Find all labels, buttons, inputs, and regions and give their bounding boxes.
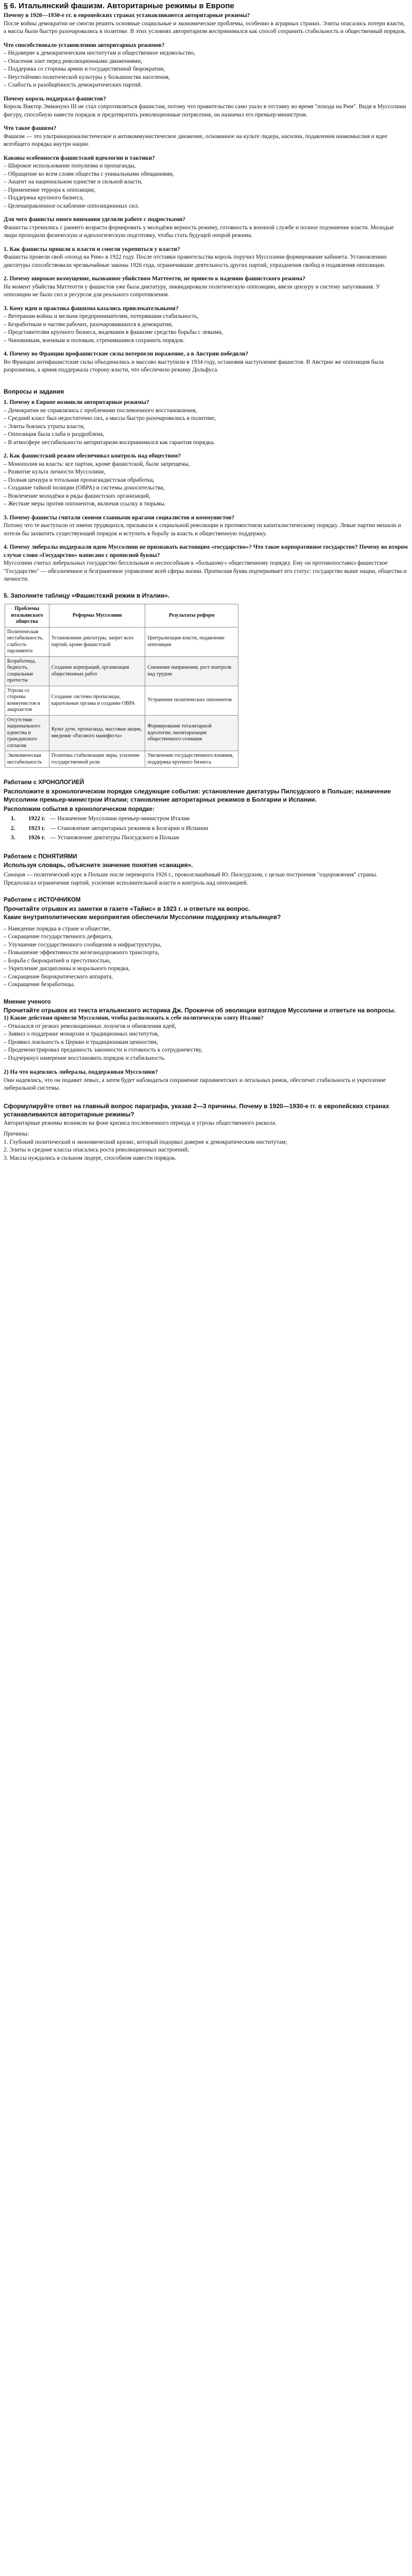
- answer-paragraph: Муссолини считал либеральных государство бессильным и неспособным к «большому» общественному порядку. Ему он противопоставил фашистское "Государство" — обезличенное и безграничное управление всей сферы жизни. Прописная буква подчеркивает его статус: государство выше нации, общества и личности.: [4, 560, 407, 582]
- question-heading: Что такое фашизм?: [4, 125, 57, 131]
- chronology-text: — Назначение Муссолини премьер-министром Италии: [50, 816, 190, 822]
- list-item: – Повышение эффективности железнодорожного транспорта,: [4, 950, 159, 956]
- list-item: – Демократии не справлялись с проблемами послевоенного восстановления,: [4, 407, 197, 414]
- table-cell: Формирование тоталитарной идеологии, милитаризация общественного сознания: [145, 715, 238, 751]
- question-heading: Почему в 1920—1930-е гг. в европейских странах устанавливаются авторитарные режимы?: [4, 12, 250, 19]
- list-item: – Развитие культа личности Муссолини,: [4, 469, 106, 475]
- concept-text: — политический курс в Польше после переворота 1926 г., провозглашённый Ю. Пилсудским, с целью построения "оздоровления" страны. Предполагал ограничение партий, усиление исполнительной власти и контроль над оппозицией.: [4, 872, 377, 886]
- questions-title: Вопросы и задания: [4, 387, 64, 395]
- fascism-table: [5, 604, 238, 768]
- list-item: – Проявил лояльность к Церкви и традиционным ценностям,: [4, 1039, 158, 1045]
- table-row: [5, 751, 238, 768]
- answer-paragraph: На момент убийства Маттеотти у фашистов уже была диктатуру, ликвидировали политическую оппозицию, ввели цензуру и систему запугивания. У оппозиции не было сил и ресурсов для реального сопротивления.: [4, 283, 381, 298]
- answer-paragraph: Во Франции антифашистские силы объединились и массово выступили в 1934 году, остановив наступление фашистов. В Австрии же оппозиция была разрозненна, а армия поддержала сторону власти, что обеспечило режиму Дольфуса.: [4, 359, 384, 373]
- scholar-question-1: 1) Какие действия привели Муссолини, чтобы расположить к себе политическую элиту Италии?: [4, 1015, 264, 1021]
- list-item: – Полная цензура и тотальная пропагандистская обработка,: [4, 477, 154, 483]
- list-item: – Подчеркнул намерение восстановить порядок и стабильность.: [4, 1055, 166, 1061]
- table-cell: Увеличение государственного влияния, поддержка крупного бизнеса: [145, 751, 238, 768]
- list-item: – Борьба с бюрократией и преступностью,: [4, 957, 111, 964]
- answer-paragraph: После войны демократии не смогли решить основные социальные и экономические проблемы, особенно в аграрных странах. Элиты опасались потери власти, а массы были быстро разочаровались в политике. В этих условиях авторитаризм воспринимался как способ сохранить стабильность и общественный порядок.: [4, 20, 406, 35]
- source-instruction: Прочитайте отрывок из заметки в газете «Таймс» в 1923 г. и ответьте на вопрос.: [4, 905, 250, 912]
- question-heading: 1. Почему в Европе возникли авторитарные режимы?: [4, 399, 149, 405]
- final-reasons-label: Причины:: [4, 1131, 29, 1137]
- source-list: [4, 925, 408, 989]
- spacer: [4, 509, 408, 514]
- chronology-number: 1.: [11, 816, 15, 822]
- chronology-year: 1926 г.: [28, 835, 45, 841]
- list-item: 1. Глубокий политический и экономический кризис, который подорвал доверие к демократическим институтам;: [4, 1139, 287, 1145]
- spacer: [4, 119, 408, 125]
- spacer: [4, 447, 408, 452]
- list-item: – Недоверие к демократическим институтам и общественное недовольство,: [4, 50, 195, 56]
- spacer: [4, 299, 408, 305]
- question-heading: Почему король поддержал фашистов?: [4, 95, 106, 102]
- spacer: [4, 269, 408, 275]
- spacer: [4, 36, 408, 42]
- answer-paragraph: Фашисты стремились с раннего возраста формировать у молодёжи верность режиму, готовность к военной службе и полное подчинение власти. Молодые люди проходили физическую и идеологическую подготовку, чтобы стать будущей опорой режима.: [4, 224, 394, 239]
- concepts-instruction: Используя словарь, объясните значение понятия «санация».: [4, 861, 193, 869]
- spacer: [4, 210, 408, 216]
- list-item: – Оппозиция была слаба и раздроблена,: [4, 431, 105, 437]
- list-item: – Представителям крупного бизнеса, видевшим в фашизме средство борьбы с левыми,: [4, 329, 223, 335]
- chronology-title: Работаем с ХРОНОЛОГИЕЙ: [4, 779, 84, 786]
- list-item: – Сокращение государственного дефицита,: [4, 934, 113, 940]
- table-cell: Отсутствие национального единства и гражданского согласия: [5, 715, 49, 751]
- table-row: [5, 627, 238, 656]
- table-header-cell: Проблемы итальянского общества: [5, 604, 49, 628]
- table-cell: Угрозы со стороны коммунистов и анархистов: [5, 686, 49, 715]
- concept-term: Санация: [4, 872, 25, 878]
- list-item: – Чиновникам, военным и половым, стремившимся сохранить порядок.: [4, 337, 185, 344]
- question-heading: 2. Как фашистский режим обеспечивал контроль над обществом?: [4, 453, 181, 459]
- list-item: – Обращение ко всем слоям общества с уникальными обещаниями,: [4, 171, 174, 177]
- list-item: – Наведение порядка в стране и обществе,: [4, 925, 111, 932]
- table-cell: Политика стабилизации лиры, усиление государственной роли: [49, 751, 145, 768]
- table-cell: Культ дуче, пропаганда, массовые акции, введение «Расового манифеста»: [49, 715, 145, 751]
- spacer: [4, 538, 408, 544]
- list-item: – Безработным и частям рабочих, разочаровавшихся в демократии,: [4, 321, 173, 328]
- list-item: – Улучшение государственного сообщения и инфраструктуры,: [4, 941, 162, 948]
- list-item: – Неустойчиво политической культуры у большинства населения,: [4, 74, 170, 80]
- chronology-instruction: Расположите в хронологическом порядке следующие события: установление диктатуры Пилсудского в Польше; назначение Муссолини премьер-министром Италии; становление авторитарных режимов в Болгарии и Испании.: [4, 787, 391, 803]
- question-heading: Каковы особенности фашистской идеологии и тактики?: [4, 155, 155, 161]
- list-item: – Сокращение бюрократического аппарата,: [4, 973, 113, 980]
- table-cell: Создание системы пропаганды, карательные органы и создание ОВРА: [49, 686, 145, 715]
- table-row: [5, 715, 238, 751]
- question-heading: 4. Почему либералы поддержали идею Муссолини не признавать настоящим «государство»? Что такое корпоративное государство? Почему во втором случае слово «Государство» написано с прописной буквы?: [4, 544, 408, 558]
- scholar-instruction: Прочитайте отрывок из текста итальянского историка Дж. Прокаччи об эволюции взглядов Муссолини и ответьте на вопросы.: [4, 1007, 396, 1014]
- list-item: – Средний класс был недостаточно сил, а массы быстро разочаровались в политике,: [4, 415, 216, 421]
- list-item: – Создание тайной полиции (ОВРА) и системы доносительства,: [4, 485, 165, 491]
- list-item: – Поддержка крупного бизнеса,: [4, 195, 84, 201]
- list-item: – Отказался от резких революционных лозунгов и обновления идей,: [4, 1023, 176, 1029]
- table-cell: Политическая нестабильность, слабость парламента: [5, 627, 49, 656]
- list-item: – Широкое использование популизма и пропаганды,: [4, 163, 136, 169]
- chronology-number: 3.: [11, 835, 15, 841]
- chronology-text: — Становление авторитарных режимов в Болгарии и Испании: [50, 825, 209, 832]
- list-item: – Продемонстрировал преданность законности и готовность к сотрудничеству,: [4, 1047, 202, 1053]
- chronology-text: — Установление диктатуры Пилсудского в Польше: [50, 835, 180, 841]
- table-cell: Централизация власти, подавление оппозиции: [145, 627, 238, 656]
- list-item: – Укрепление дисциплины и морального порядка,: [4, 965, 130, 972]
- answer-paragraph: Король Виктор Эммануил III не стал сопротивляться фашистам, потому что правительство само ушло в отставку во время "похода на Рим". Видя в Муссолини фигуру, способную навести порядок и предотвратить революционные потрясения, он назначил его премьер-министром.: [4, 104, 406, 118]
- list-item: – Заявил о поддержке монархии и традиционных институтов,: [4, 1031, 159, 1037]
- list-item: – Монополия на власть: все партии, кроме фашистской, были запрещены,: [4, 461, 190, 467]
- scholar-question-2: 2) На что надеялись либералы, поддерживая Муссолини?: [4, 1069, 158, 1075]
- chronology-item: [11, 815, 408, 823]
- table-header-row: [5, 604, 238, 628]
- question-heading: Что способствовало установлению авторитарных режимов?: [4, 42, 165, 48]
- table-cell: Экономическая нестабильность: [5, 751, 49, 768]
- list-item: – В атмосфере нестабильности авторитаризм воспринимался как гарантия порядка.: [4, 439, 215, 446]
- source-question: Какие внутриполитические мероприятия обеспечили Муссолини поддержку итальянцев?: [4, 913, 281, 921]
- answer-paragraph: Фашизм — это ультранационалистическое и антикоммунистическое движение, основанное на культе лидера, насилии, подавлении инакомыслия и идее всеобщего порядка внутри нации.: [4, 133, 387, 147]
- page: [0, 0, 412, 1178]
- list-item: – Сокращение безработицы.: [4, 981, 75, 988]
- final-list: [4, 1139, 408, 1163]
- question-heading: Для чего фашисты много внимания уделяли работе с подростками?: [4, 216, 186, 223]
- question-heading: 3. Кому идеи и практика фашизма казались привлекательными?: [4, 305, 179, 312]
- list-item: 3. Массы нуждались в сильном лидере, способном навести порядок.: [4, 1155, 177, 1161]
- list-item: – Акцент на национальном единстве и сильной власти,: [4, 179, 143, 185]
- table-row: [5, 686, 238, 715]
- chronology-year: 1922 г.: [28, 816, 45, 822]
- table-cell: Установление диктатуры, запрет всех партий, кроме фашистской: [49, 627, 145, 656]
- final-intro: Авторитарные режимы возникли на фоне кризиса послевоенного периода и угрозы общественного раскола.: [4, 1120, 277, 1126]
- table-body: [5, 627, 238, 768]
- source-title: Работаем с ИСТОЧНИКОМ: [4, 897, 81, 903]
- scholar-answer-2: Они надеялись, что он подавит левых, а затем будет наблюдаться сохранение парламентских и легальных рамок, обеспечат стабильность и укрепление либеральной системы.: [4, 1077, 386, 1091]
- list-item: 2. Элиты и средние классы опасались роста революционных настроений;: [4, 1147, 190, 1153]
- answer-paragraph: Фашисты провели свой «поход на Рим» в 1922 году. После отставки правительства король поручил Муссолини формирование кабинета. Установлению диктатуры способствовали чрезвычайные законы 1926 года, ограничившие деятельность других партий, упразднения свобод и подавления оппозиции.: [4, 254, 387, 268]
- table-header-cell: Реформы Муссолини: [49, 604, 145, 628]
- chronology-number: 2.: [11, 825, 15, 832]
- chronology-subtitle: Расположим события в хронологическом порядке:: [4, 806, 154, 812]
- question-heading: 1. Как фашисты пришли к власти и смогли укрепиться у власти?: [4, 246, 180, 252]
- chronology-list: [4, 815, 408, 842]
- final-question: Сформулируйте ответ на главный вопрос параграфа, указав 2—3 причины. Почему в 1920—1930-е гг. в европейских странах устанавливаются авторитарные режимы?: [4, 1102, 389, 1118]
- table-cell: Безработица, бедность, социальные протесты: [5, 656, 49, 686]
- list-item: – Вовлечение молодёжи в ряды фашистских организаций,: [4, 493, 150, 499]
- question-heading: 4. Почему во Франции профашистские силы потерпели поражение, а в Австрии победили?: [4, 351, 249, 357]
- question-heading: 3. Почему фашисты считали своими главными врагами социалистов и коммунистов?: [4, 514, 235, 521]
- answer-paragraph: Потому что те выступали от имени трудящихся, призывали к социальной революции и противостояли капиталистическому порядку. Левые партии мешали и хотели бы захватить существующий порядок и вступить в борьбу за власть и общественную поддержку.: [4, 522, 401, 537]
- list-item: – Опасения элит перед революционными движениями,: [4, 58, 142, 64]
- questions-body: [4, 399, 408, 584]
- list-item: – Элиты боялись утраты власти,: [4, 423, 85, 430]
- concept-definition: [4, 871, 408, 887]
- chronology-item: [11, 834, 408, 842]
- list-item: – Слабость и разобщённость демократических партий.: [4, 82, 142, 88]
- question-heading: 2. Почему широкое возмущение, вызванное убийством Маттеотти, не привело к падению фашистского режима?: [4, 276, 305, 282]
- list-item: – Применение террора к оппозиции,: [4, 187, 96, 193]
- concepts-title: Работаем с ПОНЯТИЯМИ: [4, 853, 77, 860]
- scholar-list-1: [4, 1023, 408, 1063]
- paragraph-body: [4, 12, 408, 375]
- list-item: – Ветеранам войны и мелким предпринимателям, потерявшим стабильность,: [4, 313, 199, 319]
- list-item: – Целенаправленное ослабление оппозиционных сил.: [4, 202, 140, 209]
- table-cell: Снижение напряжения, рост контроля над трудом: [145, 656, 238, 686]
- paragraph-title: § 6. Итальянский фашизм. Авторитарные режимы в Европе: [4, 2, 234, 10]
- scholar-title: Мнение ученого: [4, 998, 51, 1005]
- spacer: [4, 345, 408, 350]
- table-cell: Создание корпораций, организация общественных работ: [49, 656, 145, 686]
- table-row: [5, 656, 238, 686]
- spacer: [4, 90, 408, 95]
- spacer: [4, 149, 408, 155]
- spacer: [4, 240, 408, 246]
- chronology-item: [11, 825, 408, 833]
- table-header-cell: Результаты реформ: [145, 604, 238, 628]
- table-cell: Устранение политических оппонентов: [145, 686, 238, 715]
- task5-title: 5. Заполните таблицу «Фашистский режим в Италии».: [4, 591, 170, 599]
- chronology-year: 1923 г.: [28, 825, 45, 832]
- list-item: – Жесткие меры против оппонентов, включая ссылку в тюрьмы.: [4, 501, 166, 507]
- list-item: – Поддержка со стороны армии и государственной бюрократии,: [4, 66, 165, 72]
